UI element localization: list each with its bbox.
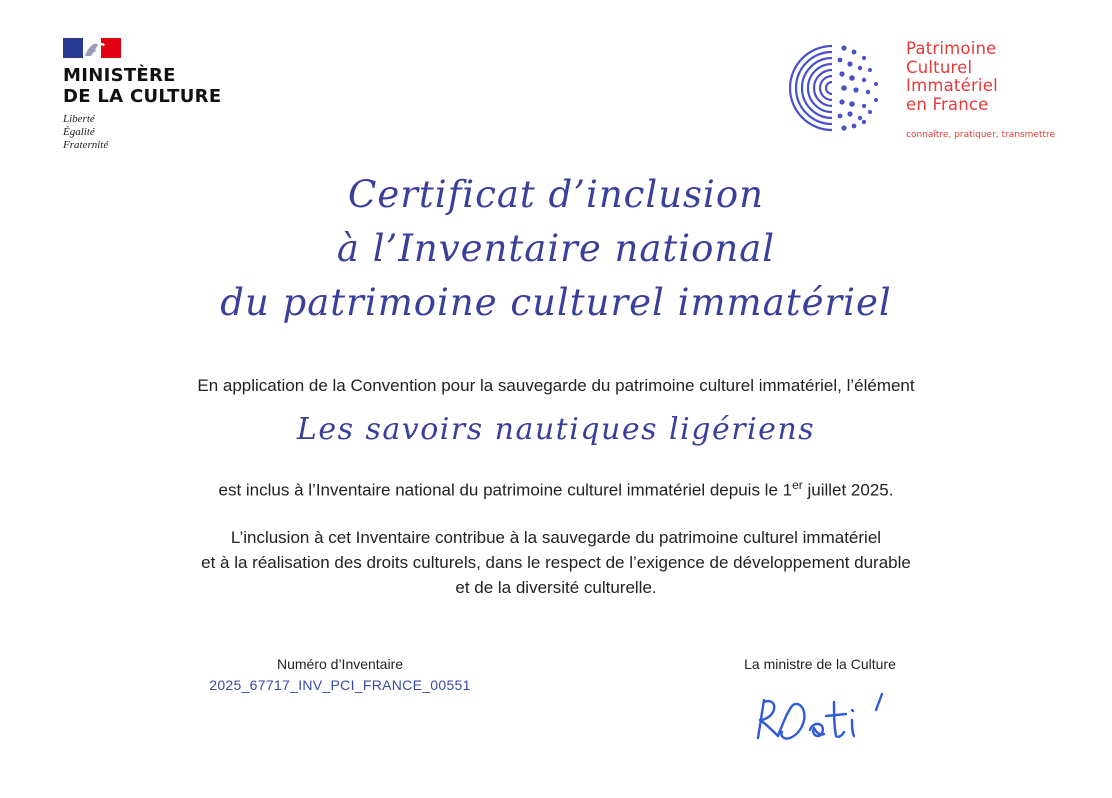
body-line: et de la diversité culturelle.	[455, 578, 657, 597]
pci-arcs-dots-icon	[788, 40, 888, 134]
minister-label: La ministre de la Culture	[744, 656, 896, 672]
pci-title-line: en France	[906, 94, 989, 114]
republic-motto	[63, 113, 263, 152]
pci-title-line: Patrimoine	[906, 39, 997, 58]
inventory-number: 2025_67717_INV_PCI_FRANCE_00551	[209, 677, 471, 693]
motto-fraternite: Fraternité	[63, 139, 109, 151]
inclusion-superscript: er	[792, 478, 803, 492]
certificate-title-line: à l’Inventaire national	[336, 227, 776, 270]
certificate-title-line: du patrimoine culturel immatériel	[220, 281, 892, 324]
motto-liberte: Liberté	[63, 113, 95, 125]
ministry-logo	[63, 38, 263, 152]
pci-title-line: Immatériel	[906, 76, 998, 95]
pci-logo	[788, 40, 1088, 140]
inclusion-prefix: est inclus à l’Inventaire national du patrimoine culturel immatériel depuis le 1	[218, 480, 793, 500]
pci-title-line: Culturel	[906, 57, 973, 77]
body-line: et à la réalisation des droits culturels, dans le respect de l’exigence de développement durable	[201, 553, 911, 572]
pci-title	[906, 40, 1076, 114]
ministry-name-line2: DE LA CULTURE	[63, 86, 222, 107]
motto-egalite: Égalité	[63, 126, 95, 138]
inclusion-text	[0, 478, 1112, 501]
ministry-name	[63, 65, 263, 107]
certificate-title	[0, 168, 1112, 330]
inventory-label: Numéro d’Inventaire	[276, 656, 404, 672]
intro-text: En application de la Convention pour la sauvegarde du patrimoine culturel immatériel, l’élément	[197, 376, 915, 395]
body-line: L’inclusion à cet Inventaire contribue à la sauvegarde du patrimoine culturel immatériel	[230, 528, 882, 547]
certificate-title-line: Certificat d’inclusion	[348, 173, 764, 216]
pci-tagline: connaître, pratiquer, transmettre	[906, 130, 1056, 140]
minister-signature	[748, 690, 918, 750]
inclusion-suffix: juillet 2025.	[802, 480, 894, 500]
body-paragraph	[0, 525, 1112, 600]
ministry-name-line1: MINISTÈRE	[63, 65, 176, 86]
marianne-flag-icon	[63, 38, 121, 58]
element-name: Les savoirs nautiques ligériens	[296, 412, 816, 447]
